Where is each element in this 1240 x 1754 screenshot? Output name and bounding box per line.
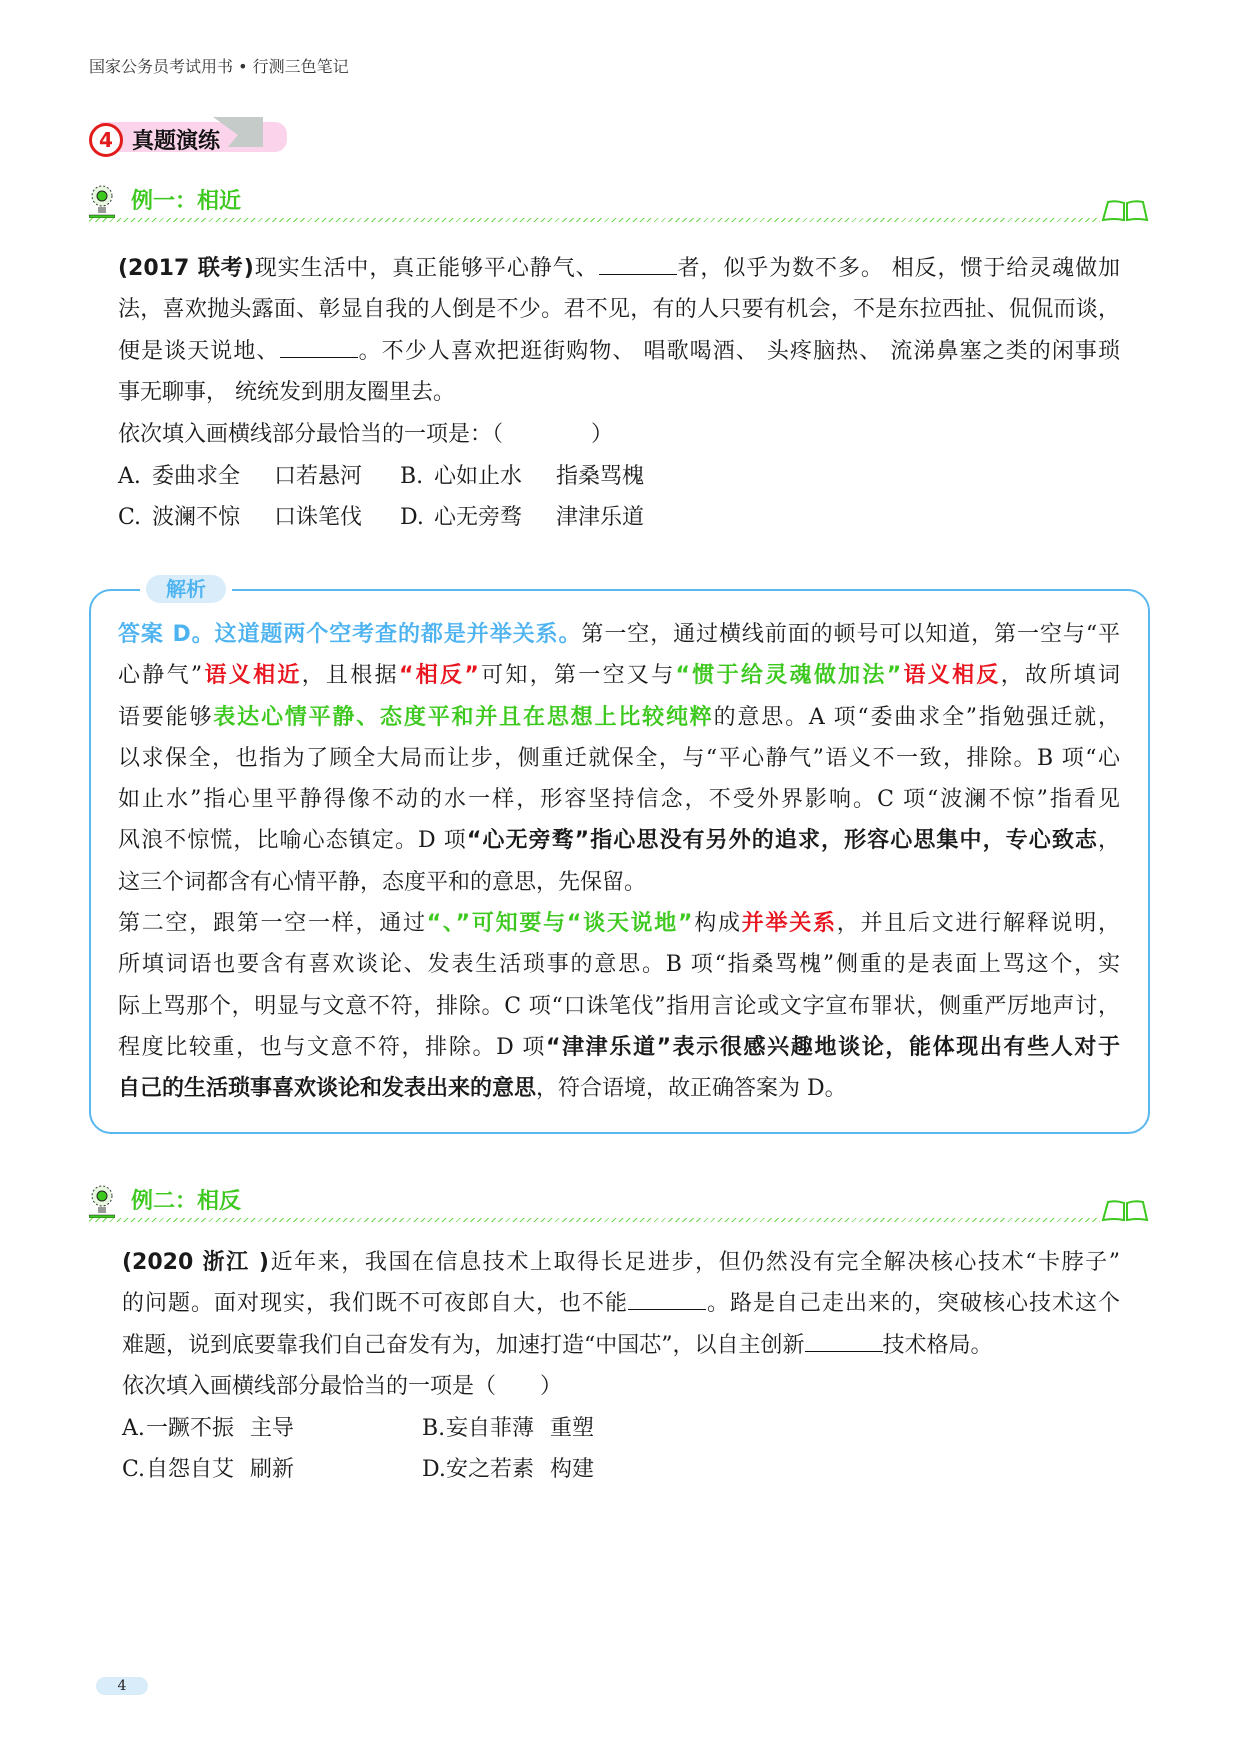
fill-blank <box>280 337 358 358</box>
text-run: 心静气” <box>118 663 203 689</box>
option-word: 津津乐道 <box>556 505 645 531</box>
option-c <box>122 1449 422 1490</box>
text-run: ， <box>1097 828 1120 854</box>
text-line <box>118 903 1120 944</box>
option-word: 构建 <box>550 1457 595 1483</box>
text-run: 。路是自己走出来的，突破核心技术这个 <box>705 1291 1120 1317</box>
emphasis-text-bold: “津津乐道”表示很感兴趣地谈论，能体现出有些人对于 <box>545 1034 1120 1060</box>
option-word: 指桑骂槐 <box>556 464 645 489</box>
option-word: 口若悬河 <box>274 464 363 489</box>
option-c <box>118 497 400 538</box>
option-a <box>118 456 400 497</box>
option-d <box>400 497 682 538</box>
option-b <box>400 456 682 497</box>
text-run: 风浪不惊慌，比喻心态镇定。D 项 <box>118 828 467 854</box>
open-book-icon <box>1100 1198 1150 1222</box>
option-letter: A. <box>122 1416 145 1441</box>
text-run: 以求保全，也指为了顾全大局而让步，侧重迁就保全，与“平心静气”语义不一致，排除。B 项“心 <box>118 745 1120 771</box>
example1-prompt: 依次填入画横线部分最恰当的一项是：（ ） <box>118 422 614 447</box>
emphasis-text-green: “惯于给灵魂做加法” <box>675 663 902 689</box>
option-word: 妄自菲薄 <box>446 1416 535 1441</box>
option-word: 心无旁骛 <box>434 505 523 531</box>
text-run: ，符合语境，故正确答案为 D。 <box>536 1076 847 1102</box>
text-line <box>118 248 1120 289</box>
option-word: 委曲求全 <box>152 464 241 489</box>
text-run: ，且根据 <box>301 663 399 689</box>
example1-prompt-wrap <box>118 414 1120 455</box>
analysis-label: 解析 <box>146 575 226 603</box>
option-letter: C. <box>122 1457 146 1483</box>
text-line <box>118 697 1120 738</box>
emphasis-text-red: “相反” <box>398 663 479 689</box>
text-run: 构成 <box>692 911 742 937</box>
text-run: ，并且后文进行解释说明， <box>836 911 1120 937</box>
options-row <box>118 456 682 497</box>
text-run: 便是谈天说地、 <box>118 338 280 364</box>
section-number: 4 <box>89 123 123 157</box>
option-word: 重塑 <box>550 1416 595 1441</box>
options-row <box>118 497 682 538</box>
divider <box>89 218 1100 222</box>
option-letter: B. <box>400 464 424 489</box>
example2-prompt: 依次填入画横线部分最恰当的一项是（ ） <box>122 1374 563 1399</box>
text-line <box>118 655 1120 696</box>
emphasis-text-blue: 答案 D。这道题两个空考查的都是并举关系。 <box>118 622 582 647</box>
analysis-text <box>118 614 1120 1110</box>
option-b <box>422 1408 722 1449</box>
emphasis-text-red: 语义相近 <box>202 663 302 689</box>
example1-heading <box>89 182 1150 222</box>
text-line <box>118 862 1120 903</box>
lightbulb-gear-icon <box>89 1184 115 1218</box>
text-run: 。不少人喜欢把逛街购物、 唱歌喝酒、 头疼脑热、 流涕鼻塞之类的闲事琐 <box>357 338 1120 364</box>
example2-prompt-wrap <box>122 1366 1124 1407</box>
example2-heading <box>89 1182 1150 1222</box>
option-letter: D. <box>400 505 424 531</box>
section-title: 真题演练 <box>132 129 221 154</box>
example1-options <box>118 456 682 539</box>
option-word: 一蹶不振 <box>146 1416 235 1441</box>
option-letter: D. <box>422 1457 446 1483</box>
option-letter: B. <box>422 1416 446 1441</box>
option-letter: A. <box>118 464 141 489</box>
emphasis-text-red: 并举关系 <box>741 911 837 937</box>
text-line <box>118 372 1120 413</box>
text-run: 的意思。A 项“委曲求全”指勉强迁就， <box>713 704 1120 730</box>
divider <box>89 1218 1100 1222</box>
emphasis-text-bold: (2017 联考) <box>118 256 254 281</box>
text-run: 如止水”指心里平静得像不动的水一样，形容坚持信念，不受外界影响。C 项“波澜不惊”指看见 <box>118 787 1120 813</box>
emphasis-text-bold: “心无旁骛”指心思没有另外的追求，形容心思集中，专心致志 <box>466 828 1098 854</box>
page-number: 4 <box>96 1677 148 1695</box>
text-run: 这三个词都含有心情平静，态度平和的意思，先保留。 <box>118 869 647 895</box>
emphasis-text-bold: 自己的生活琐事喜欢谈论和发表出来的意思 <box>118 1076 537 1102</box>
emphasis-text-red: 语义相反 <box>901 663 1001 689</box>
text-line <box>118 331 1120 372</box>
option-d <box>422 1449 722 1490</box>
option-word: 主导 <box>250 1416 295 1441</box>
option-word: 心如止水 <box>434 464 523 489</box>
text-run: 程度比较重，也与文意不符，排除。D 项 <box>118 1034 546 1060</box>
open-book-icon <box>1100 198 1150 222</box>
text-run: 事无聊事， 统统发到朋友圈里去。 <box>118 379 455 405</box>
text-run: 技术格局。 <box>882 1332 993 1358</box>
emphasis-text-green: “、”可知要与“谈天说地” <box>426 911 693 937</box>
text-line <box>118 738 1120 779</box>
text-run: ，故所填词 <box>1000 663 1120 689</box>
text-run: 难题，说到底要靠我们自己奋发有为，加速打造“中国芯”，以自主创新 <box>122 1332 805 1358</box>
text-run: 者，似乎为数不多。 相反，惯于给灵魂做加 <box>676 256 1120 281</box>
example1-question <box>118 248 1120 413</box>
option-word: 安之若素 <box>446 1457 535 1483</box>
text-line <box>118 944 1120 985</box>
fill-blank <box>805 1331 883 1352</box>
emphasis-text-bold: (2020 浙江 ) <box>122 1250 269 1275</box>
text-run: 第一空，通过横线前面的顿号可以知道，第一空与“平 <box>581 622 1120 647</box>
text-run: 可知，第一空又与 <box>478 663 676 689</box>
analysis-label-wrap <box>140 574 232 604</box>
text-run: 第二空，跟第一空一样，通过 <box>118 911 427 937</box>
text-line <box>122 1283 1120 1324</box>
text-run: 法，喜欢抛头露面、彰显自我的人倒是不少。君不见，有的人只要有机会，不是东拉西扯、侃侃而谈， <box>118 297 1120 323</box>
example2-title: 例二：相反 <box>131 1189 242 1214</box>
example2-question <box>122 1242 1120 1366</box>
text-line <box>118 779 1120 820</box>
text-line <box>118 1027 1120 1068</box>
text-run: 近年来，我国在信息技术上取得长足进步，但仍然没有完全解决核心技术“卡脖子” <box>268 1250 1120 1275</box>
text-run: 语要能够 <box>118 704 214 730</box>
option-letter: C. <box>118 505 142 531</box>
emphasis-text-green: 表达心情平静、态度平和并且在思想上比较纯粹 <box>213 704 714 730</box>
option-word: 自怨自艾 <box>146 1457 235 1483</box>
text-line <box>122 1325 1120 1366</box>
option-word: 刷新 <box>250 1457 295 1483</box>
text-line <box>118 1068 1120 1109</box>
text-run: 所填词语也要含有喜欢谈论、发表生活琐事的意思。B 项“指桑骂槐”侧重的是表面上骂这个，实 <box>118 952 1120 978</box>
option-word: 口诛笔伐 <box>274 505 363 531</box>
text-line <box>118 289 1120 330</box>
option-a <box>122 1408 422 1449</box>
running-header: 国家公务员考试用书 • 行测三色笔记 <box>89 57 349 76</box>
example2-options <box>122 1408 722 1491</box>
lightbulb-gear-icon <box>89 184 115 218</box>
text-line <box>118 820 1120 861</box>
text-run: 的问题。面对现实，我们既不可夜郎自大，也不能 <box>122 1291 628 1317</box>
option-word: 波澜不惊 <box>152 505 241 531</box>
text-run: 际上骂那个，明显与文意不符，排除。C 项“口诛笔伐”指用言论或文字宣布罪状，侧重严厉地声讨， <box>118 993 1120 1019</box>
text-run: 现实生活中，真正能够平心静气、 <box>253 256 599 281</box>
example1-title: 例一：相近 <box>131 189 242 214</box>
text-line <box>122 1242 1120 1283</box>
text-line <box>118 986 1120 1027</box>
fill-blank <box>599 254 677 275</box>
options-row <box>122 1449 722 1490</box>
text-line <box>118 614 1120 655</box>
fill-blank <box>628 1289 706 1310</box>
options-row <box>122 1408 722 1449</box>
